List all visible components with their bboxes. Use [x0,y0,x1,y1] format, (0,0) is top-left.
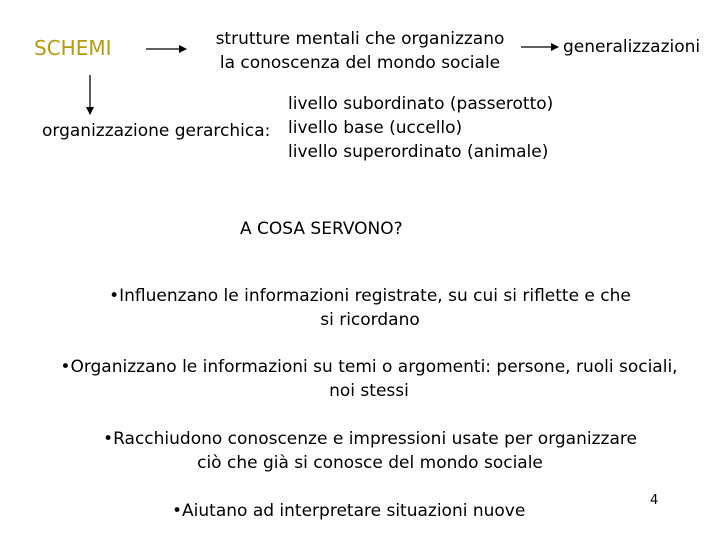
bullet-line: •Aiutano ad interpretare situazioni nuove [172,501,526,521]
definition-text [190,27,530,75]
definition-line: la conoscenza del mondo sociale [219,53,501,73]
page-number: 4 [650,493,659,508]
bullet-item [14,355,720,403]
hierarchy-label: organizzazione gerarchica: [42,121,271,141]
bullet-item [60,284,680,332]
bullet-item [70,427,670,475]
level-item: livello subordinato (passerotto) [288,94,554,114]
bullet-item [172,499,525,523]
level-item: livello superordinato (animale) [288,142,549,162]
result-label: generalizzazioni [563,37,701,57]
level-item: livello base (uccello) [288,118,463,138]
bullet-line: ciò che già si conosce del mondo sociale [197,453,543,473]
bullet-line: •Organizzano le informazioni su temi o argomenti: persone, ruoli sociali, [60,357,678,377]
bullet-line: noi stessi [329,381,409,401]
bullet-line: •Racchiudono conoscenze e impressioni usate per organizzare [103,429,637,449]
question-heading: A COSA SERVONO? [240,219,403,239]
definition-line: strutture mentali che organizzano [215,29,505,49]
levels-list [288,92,553,164]
bullet-line: si ricordano [320,310,420,330]
bullet-line: •Influenzano le informazioni registrate, su cui si riflette e che [109,286,631,306]
root-label: SCHEMI [34,36,112,60]
